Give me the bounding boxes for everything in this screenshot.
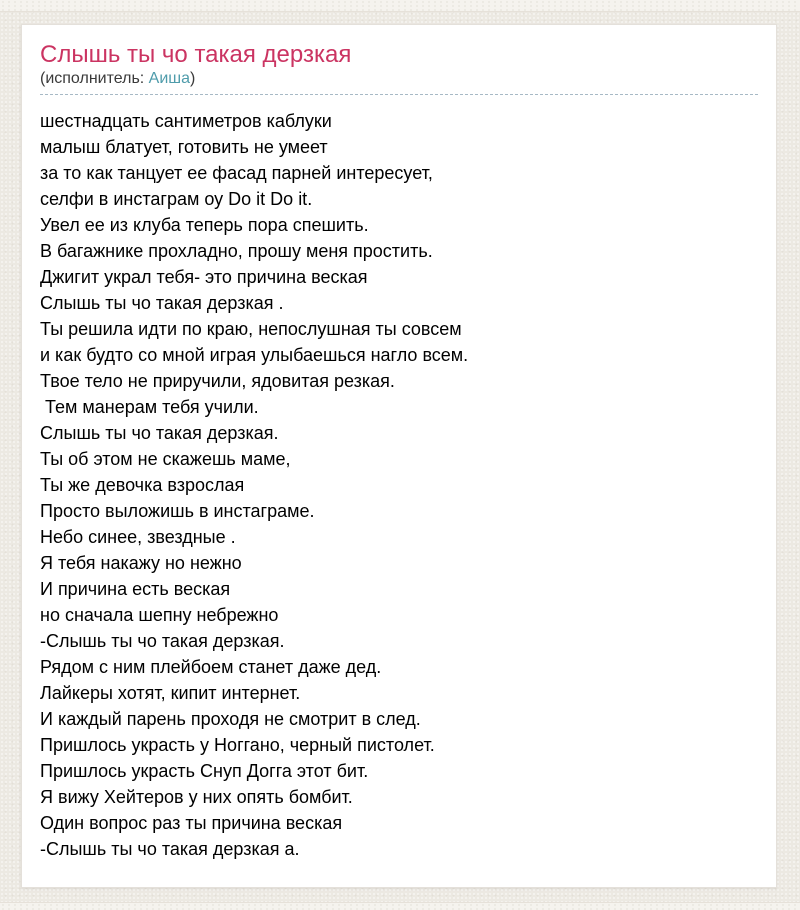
lyric-line: Пришлось украсть Снуп Догга этот бит. [40,761,369,781]
lyric-line: Рядом с ним плейбоем станет даже дед. [40,657,382,677]
lyric-line: Ты решила идти по краю, непослушная ты совсем [40,319,462,339]
lyric-line: Ты же девочка взрослая [40,475,245,495]
performer-suffix: ) [190,70,196,87]
lyric-line: Пришлось украсть у Ноггано, черный пистолет. [40,735,435,755]
lyrics-card [21,24,777,888]
lyric-line: но сначала шепну небрежно [40,605,279,625]
lyric-line: Один вопрос раз ты причина веская [40,813,343,833]
lyric-line: Я вижу Хейтеров у них опять бомбит. [40,787,353,807]
lyric-line: селфи в инстаграм оу Do it Do it. [40,189,313,209]
performer-label: (исполнитель: [40,70,149,87]
lyric-line: малыш блатует, готовить не умеет [40,137,328,157]
lyric-line: -Слышь ты чо такая дерзкая а. [40,839,300,859]
lyric-line: Просто выложишь в инстаграме. [40,501,315,521]
performer-line [40,69,758,95]
lyric-line: Я тебя накажу но нежно [40,553,242,573]
lyric-line: Тем манерам тебя учили. [40,397,259,417]
lyric-line: за то как танцует ее фасад парней интересует, [40,163,433,183]
lyric-line: И каждый парень проходя не смотрит в след. [40,709,421,729]
lyric-line: Твое тело не приручили, ядовитая резкая. [40,371,395,391]
lyric-line: В багажнике прохладно, прошу меня простить. [40,241,433,261]
song-title: Слышь ты чо такая дерзкая [40,41,352,68]
lyric-line: Слышь ты чо такая дерзкая . [40,293,284,313]
lyrics-block [40,108,758,862]
artist-link[interactable]: Аиша [148,70,191,87]
lyric-line: Слышь ты чо такая дерзкая. [40,423,279,443]
lyric-line: и как будто со мной играя улыбаешься нагло всем. [40,345,469,365]
lyric-line: -Слышь ты чо такая дерзкая. [40,631,285,651]
page-bottom-texture-strip [0,902,800,910]
lyric-line: Лайкеры хотят, кипит интернет. [40,683,301,703]
lyric-line: И причина есть веская [40,579,231,599]
page-top-texture-strip [0,0,800,12]
lyric-line: Джигит украл тебя- это причина веская [40,267,368,287]
lyric-line: шестнадцать сантиметров каблуки [40,111,332,131]
lyric-line: Ты об этом не скажешь маме, [40,449,291,469]
lyric-line: Небо синее, звездные . [40,527,236,547]
lyric-line: Увел ее из клуба теперь пора спешить. [40,215,369,235]
